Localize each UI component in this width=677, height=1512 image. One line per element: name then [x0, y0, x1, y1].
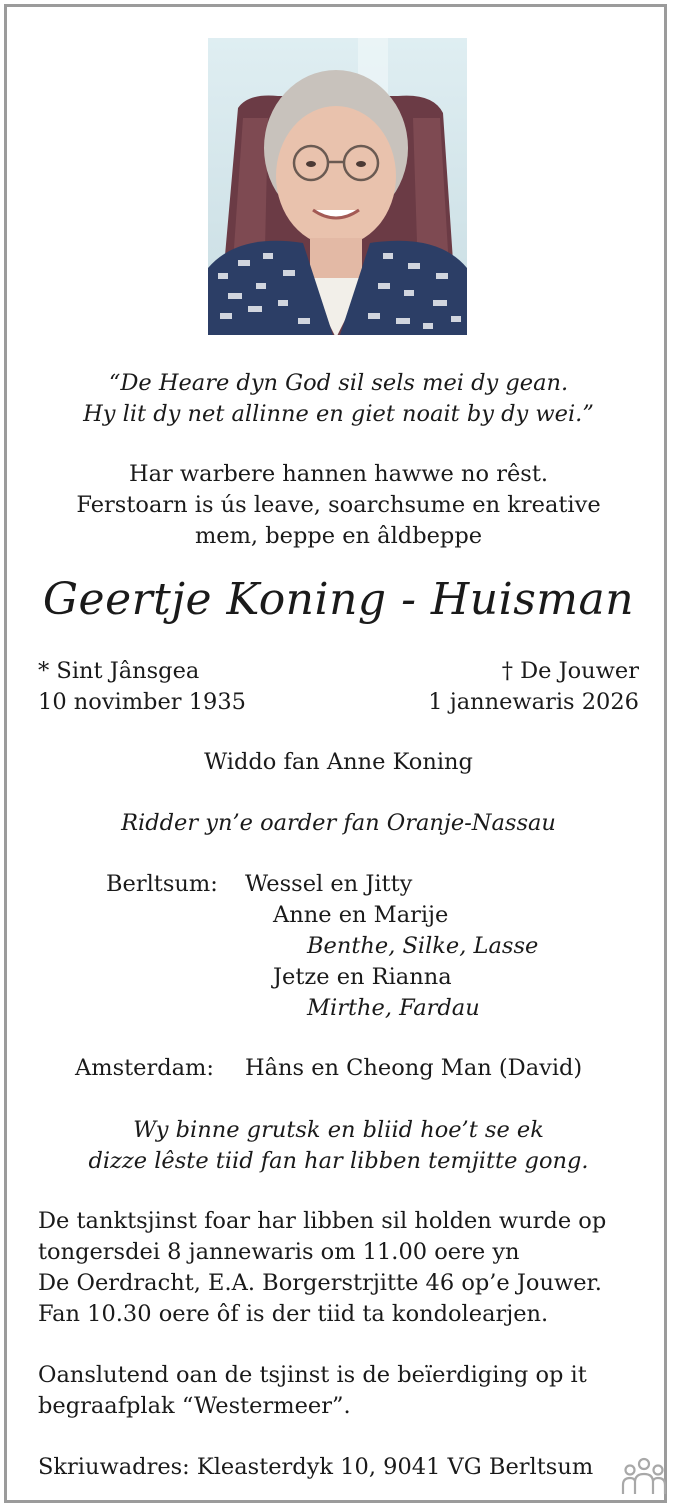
birth-date: 10 novimber 1935 [38, 689, 246, 715]
service-line-2: tongersdei 8 jannewaris om 11.00 oere yn [38, 1239, 520, 1265]
widow-line: Widdo fan Anne Koning [204, 749, 473, 775]
people-logo-icon [621, 1456, 667, 1500]
family-label-berltsum: Berltsum: [106, 871, 218, 897]
intro-line-3: mem, beppe en âldbeppe [194, 523, 483, 549]
portrait-photo [208, 38, 467, 335]
verse-line-2: Hy lit dy net allinne en giet noait by dy wei.” [83, 401, 594, 427]
family-berltsum-1: Wessel en Jitty [245, 871, 413, 897]
proud-line-1: Wy binne grutsk en bliid hoe’t se ek [133, 1117, 544, 1143]
death-date: 1 jannewaris 2026 [428, 689, 639, 715]
family-berltsum-2-kids: Benthe, Silke, Lasse [307, 933, 539, 959]
family-berltsum-2: Anne en Marije [273, 902, 449, 928]
burial-line-1: Oanslutend oan de tsjinst is de beïerdiging op it [38, 1362, 587, 1388]
death-place: † De Jouwer [501, 658, 639, 684]
address-line: Skriuwadres: Kleasterdyk 10, 9041 VG Berltsum [38, 1454, 594, 1480]
family-amsterdam-1: Hâns en Cheong Man (David) [245, 1055, 583, 1081]
intro-line-1: Har warbere hannen hawwe no rêst. [128, 461, 549, 487]
birth-place: * Sint Jânsgea [38, 658, 200, 684]
burial-line-2: begraafplak “Westermeer”. [38, 1393, 351, 1419]
family-berltsum-3-kids: Mirthe, Fardau [307, 995, 480, 1021]
verse-line-1: “De Heare dyn God sil sels mei dy gean. [108, 370, 569, 396]
family-berltsum-3: Jetze en Rianna [273, 964, 452, 990]
deceased-name: Geertje Koning - Huisman [42, 574, 635, 625]
service-line-4: Fan 10.30 oere ôf is der tiid ta kondolearjen. [38, 1301, 549, 1327]
honour-line: Ridder yn’e oarder fan Oranje-Nassau [121, 810, 556, 836]
intro-line-2: Ferstoarn is ús leave, soarchsume en kreative [76, 492, 601, 518]
service-line-3: De Oerdracht, E.A. Borgerstrjitte 46 op’e Jouwer. [38, 1270, 602, 1296]
family-label-amsterdam: Amsterdam: [75, 1055, 214, 1081]
service-line-1: De tanktsjinst foar har libben sil holden wurde op [38, 1208, 607, 1234]
proud-line-2: dizze lêste tiid fan har libben temjitte gong. [88, 1148, 589, 1174]
